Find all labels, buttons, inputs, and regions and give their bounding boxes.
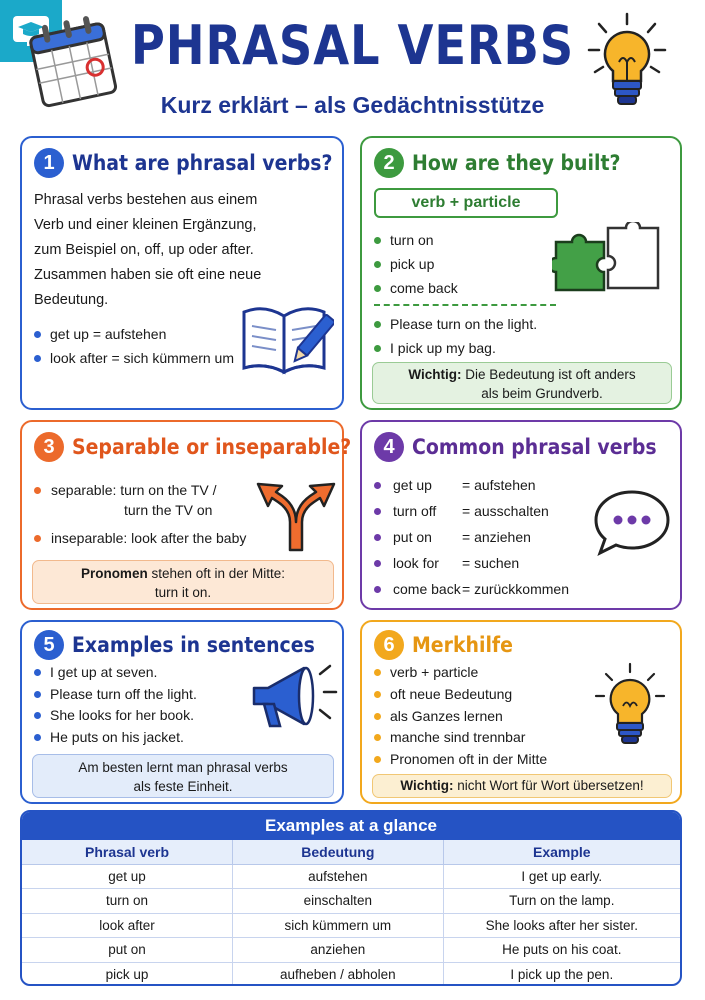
column-header: Phrasal verb xyxy=(22,840,233,864)
box-common-phrasal-verbs xyxy=(360,420,682,610)
table-cell: einschalten xyxy=(233,889,444,914)
list-item: Please turn on the light. xyxy=(370,312,537,336)
table-cell: pick up xyxy=(22,962,233,986)
data-table xyxy=(22,840,680,986)
learning-tip-note: Am besten lernt man phrasal verbs als feste Einheit. xyxy=(32,754,334,798)
table-cell: Turn on the lamp. xyxy=(443,889,680,914)
list-item: come back = zurückkommen xyxy=(368,576,569,602)
table-cell: look after xyxy=(22,913,233,938)
examples-table xyxy=(20,810,682,986)
column-header: Example xyxy=(443,840,680,864)
list-item: I get up at seven. xyxy=(30,662,197,684)
page-subtitle: Kurz erklärt – als Gedächtnisstütze xyxy=(160,92,545,118)
pronoun-note: Pronomen stehen oft in der Mitte: turn it on. xyxy=(32,560,334,604)
table-row xyxy=(22,889,680,914)
section-title: Merkhilfe xyxy=(412,633,513,657)
box-what-are-phrasal-verbs xyxy=(20,136,344,410)
box-merkhilfe xyxy=(360,620,682,804)
list-item: pick up xyxy=(370,252,458,276)
section-title: What are phrasal verbs? xyxy=(72,151,333,175)
sentence-list xyxy=(30,662,197,748)
list-item: get up = aufstehen xyxy=(30,322,234,346)
definition-line: Phrasal verbs bestehen aus einem xyxy=(34,192,258,208)
definition-line: Zusammen haben sie oft eine neue xyxy=(34,267,262,283)
list-item: als Ganzes lernen xyxy=(370,706,547,728)
definition-text xyxy=(34,188,261,313)
list-item: manche sind trennbar xyxy=(370,727,547,749)
table-title: Examples at a glance xyxy=(22,812,680,840)
table-cell: I pick up the pen. xyxy=(510,967,614,982)
list-item: get up = aufstehen xyxy=(368,472,569,498)
list-item: turn on xyxy=(370,228,458,252)
table-row xyxy=(22,864,680,889)
column-header: Bedeutung xyxy=(233,840,444,864)
table-cell: He puts on his coat. xyxy=(443,938,680,963)
memory-aid-list xyxy=(370,662,547,771)
table-cell: aufstehen xyxy=(233,864,444,889)
separable-item: separable: turn on the TV / turn the TV on xyxy=(30,480,217,520)
table-cell: turn on xyxy=(22,889,233,914)
box-how-are-they-built xyxy=(360,136,682,410)
divider xyxy=(374,304,556,306)
table-cell: sich kümmern um xyxy=(233,913,444,938)
section-title: Separable or inseparable? xyxy=(72,435,352,459)
section-number: 5 xyxy=(34,630,64,660)
section-number: 2 xyxy=(374,148,404,178)
section-title: How are they built? xyxy=(412,151,621,175)
list-item: look after = sich kümmern um xyxy=(30,346,234,370)
particle-verb-list xyxy=(370,228,458,300)
list-item: Please turn off the light. xyxy=(30,684,197,706)
definition-line: Bedeutung. xyxy=(34,292,109,308)
table-cell: get up xyxy=(22,864,233,889)
inseparable-item: inseparable: look after the baby xyxy=(30,528,246,548)
definition-line: Verb und einer kleinen Ergänzung, xyxy=(34,217,257,233)
box-separable-or-inseparable xyxy=(20,420,352,610)
list-item: verb + particle xyxy=(370,662,547,684)
speech-bubble-icon xyxy=(592,488,672,558)
list-item: He puts on his jacket. xyxy=(30,727,197,749)
section-number: 4 xyxy=(374,432,404,462)
section-number: 3 xyxy=(34,432,64,462)
list-item: look for = suchen xyxy=(368,550,569,576)
puzzle-icon xyxy=(552,222,662,298)
list-item: She looks for her book. xyxy=(30,705,197,727)
table-cell: aufheben / abholen xyxy=(233,962,444,986)
table-row xyxy=(22,962,680,986)
table-cell: I get up early. xyxy=(443,864,680,889)
megaphone-icon xyxy=(248,660,338,742)
verb-meaning-list xyxy=(368,472,569,602)
section-title: Common phrasal verbs xyxy=(412,435,657,459)
list-item: come back xyxy=(370,276,458,300)
section-number: 6 xyxy=(374,630,404,660)
sentence-list xyxy=(370,312,537,360)
table-cell: put on xyxy=(22,938,233,963)
section-title: Examples in sentences xyxy=(72,633,315,657)
important-note: Wichtig: Die Bedeutung ist oft anders als beim Grundverb. xyxy=(372,362,672,404)
lightbulb-icon xyxy=(594,662,666,758)
list-item: I pick up my bag. xyxy=(370,336,537,360)
definition-line: zum Beispiel on, off, up oder after. xyxy=(34,242,254,258)
list-item: oft neue Bedeutung xyxy=(370,684,547,706)
box-examples-in-sentences xyxy=(20,620,344,804)
section-number: 1 xyxy=(34,148,64,178)
important-note: Wichtig: nicht Wort für Wort übersetzen! xyxy=(372,774,672,798)
list-item: put on = anziehen xyxy=(368,524,569,550)
page-title: PHRASAL VERBS xyxy=(130,14,575,77)
table-cell: anziehen xyxy=(233,938,444,963)
table-row xyxy=(22,913,680,938)
example-list xyxy=(30,322,234,370)
formula-box: verb + particle xyxy=(374,188,558,218)
list-item: turn off = ausschalten xyxy=(368,498,569,524)
split-arrows-icon xyxy=(256,476,336,552)
list-item: Pronomen oft in der Mitte xyxy=(370,749,547,771)
table-row xyxy=(22,938,680,963)
book-pencil-icon xyxy=(240,298,334,378)
table-cell: She looks after her sister. xyxy=(443,913,680,938)
